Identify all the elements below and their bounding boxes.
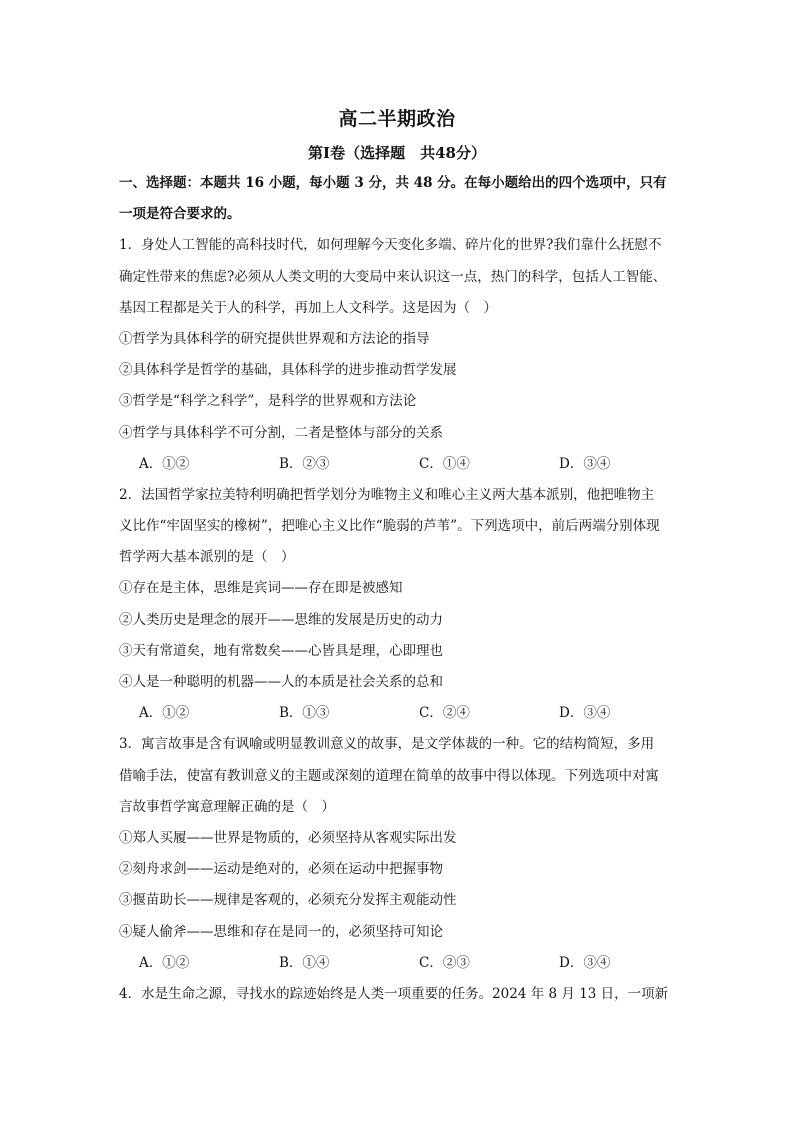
option-a[interactable]: A．①② — [139, 954, 190, 971]
question-stem-line: 哲学两大基本派别的是（ ） — [119, 549, 295, 566]
option-c[interactable]: C．②④ — [419, 705, 470, 722]
option-c[interactable]: C．②③ — [419, 954, 470, 971]
question-stem-line: 3．寓言故事是含有讽喻或明显教训意义的故事，是文学体裁的一种。它的结构简短，多用 — [119, 736, 655, 753]
question-stem-line: 借喻手法，使富有教训意义的主题或深刻的道理在简单的故事中得以体现。下列选项中对寓 — [119, 767, 659, 784]
statement: ②刻舟求剑——运动是绝对的，必须在运动中把握事物 — [119, 861, 443, 878]
answer-options — [119, 948, 679, 979]
option-a[interactable]: A．①② — [139, 705, 190, 722]
statement: ③哲学是“科学之科学”，是科学的世界观和方法论 — [119, 393, 417, 410]
option-b[interactable]: B．②③ — [279, 455, 330, 472]
question-stem-line: 确定性带来的焦虑?必须从人类文明的大变局中来认识这一点，热门的科学，包括人工智能、 — [119, 268, 667, 285]
option-d[interactable]: D．③④ — [559, 455, 611, 472]
option-b[interactable]: B．①④ — [279, 954, 330, 971]
option-b[interactable]: B．①③ — [279, 705, 330, 722]
option-a[interactable]: A．①② — [139, 455, 190, 472]
statement: ②具体科学是哲学的基础，具体科学的进步推动哲学发展 — [119, 362, 457, 379]
statement: ③揠苗助长——规律是客观的，必须充分发挥主观能动性 — [119, 892, 457, 909]
question-2 — [119, 480, 679, 730]
statement: ①哲学为具体科学的研究提供世界观和方法论的指导 — [119, 330, 430, 347]
statement: ④哲学与具体科学不可分割，二者是整体与部分的关系 — [119, 424, 443, 441]
statement: ②人类历史是理念的展开——思维的发展是历史的动力 — [119, 611, 443, 628]
answer-options — [119, 698, 679, 729]
option-d[interactable]: D．③④ — [559, 954, 611, 971]
question-1 — [119, 230, 679, 480]
question-4 — [119, 979, 679, 1010]
question-stem-line: 1．身处人工智能的高科技时代，如何理解今天变化多端、碎片化的世界?我们靠什么抚慰不 — [119, 237, 662, 254]
statement: ①存在是主体，思维是宾词——存在即是被感知 — [119, 580, 403, 597]
question-stem-line: 4．水是生命之源，寻找水的踪迹始终是人类一项重要的任务。2024 年 8 月 13 日，一项新 — [119, 985, 669, 1002]
statement: ①郑人买履——世界是物质的，必须坚持从客观实际出发 — [119, 829, 457, 846]
statement: ④人是一种聪明的机器——人的本质是社会关系的总和 — [119, 674, 443, 690]
option-d[interactable]: D．③④ — [559, 705, 611, 722]
exam-content — [119, 168, 679, 1010]
question-3 — [119, 729, 679, 979]
question-stem-line: 义比作“牢固坚实的橡树”，把唯心主义比作“脆弱的芦苇”。下列选项中，前后两端分别体现 — [119, 518, 660, 535]
question-stem-line: 基因工程都是关于人的科学，再加上人文科学。这是因为（ ） — [119, 299, 497, 316]
question-stem-line: 2．法国哲学家拉美特利明确把哲学划分为唯物主义和唯心主义两大基本派别，他把唯物主 — [119, 486, 655, 503]
answer-options — [119, 449, 679, 480]
statement: ④疑人偷斧——思维和存在是同一的，必须坚持可知论 — [119, 923, 443, 940]
instructions-line: 一项是符合要求的。 — [119, 206, 241, 223]
question-stem-line: 言故事哲学寓意理解正确的是（ ） — [119, 798, 335, 815]
exam-title: 高二半期政治 — [338, 108, 456, 130]
statement: ③天有常道矣，地有常数矣——心皆具是理，心即理也 — [119, 642, 443, 659]
section-heading: 第Ⅰ卷（选择题 共48分） — [308, 144, 486, 162]
option-c[interactable]: C．①④ — [419, 455, 470, 472]
instructions-line: 一、选择题：本题共 16 小题，每小题 3 分，共 48 分。在每小题给出的四个选项中，只有 — [119, 175, 667, 191]
